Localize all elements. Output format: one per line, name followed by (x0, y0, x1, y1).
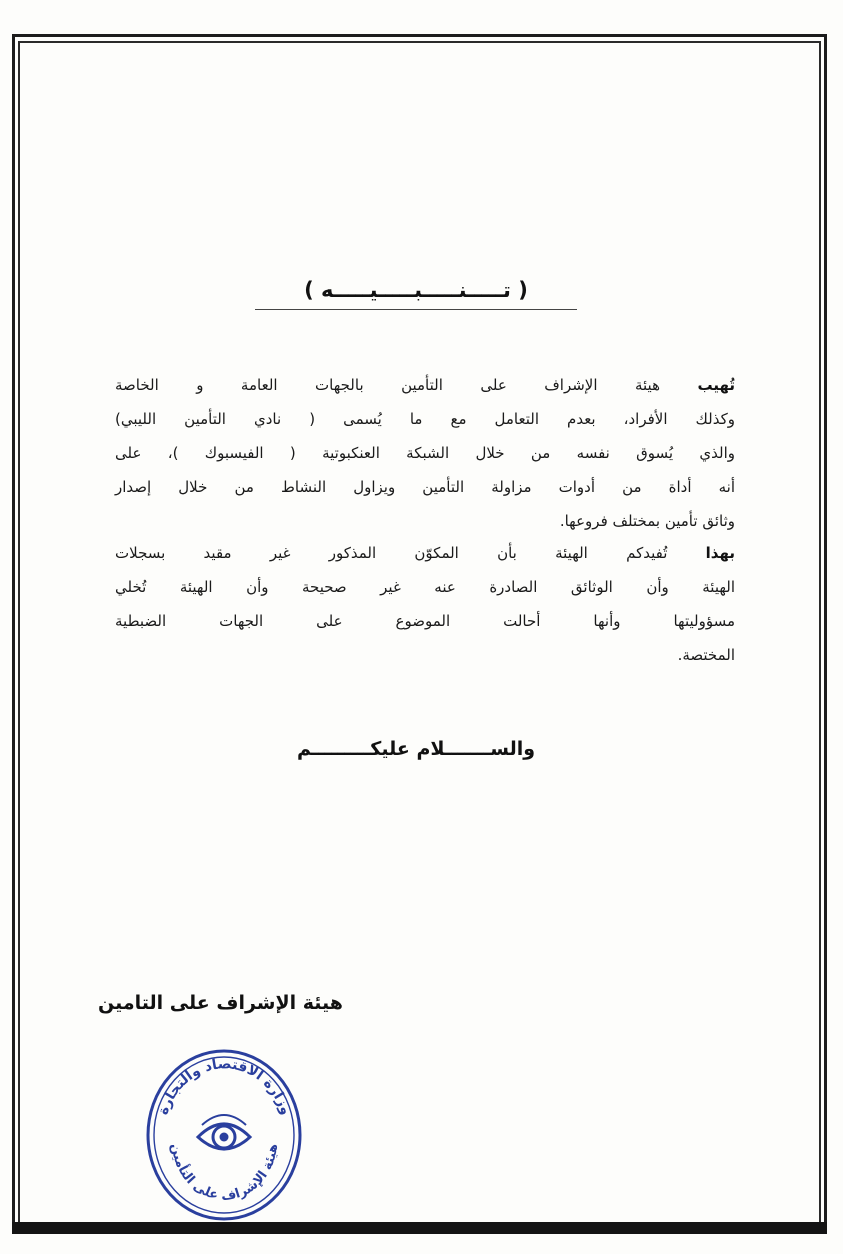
paragraph-line: والذي يُسوق نفسه من خلال الشبكة العنكبوتية ( الفيسبوك )، على (115, 444, 735, 462)
notice-paragraph-2 (115, 536, 735, 672)
lead-word: تُهيب (697, 376, 735, 394)
heading-underline (255, 309, 577, 310)
paragraph-line: مسؤوليتها وأنها أحالت الموضوع على الجهات الضبطية (115, 612, 735, 630)
paragraph-line: بهذا تُفيدكم الهيئة بأن المكوّن المذكور غير مقيد بسجلات (115, 544, 735, 562)
paragraph-line: أنه أداة من أدوات مزاولة التأمين ويزاول النشاط من خلال إصدار (115, 478, 735, 496)
notice-heading: ( تـــــنـــــبـــــيـــــه ) (304, 278, 528, 302)
paragraph-line: وكذلك الأفراد، بعدم التعامل مع ما يُسمى ( نادي التأمين الليبي) (115, 410, 735, 428)
page-border-bottom (12, 1222, 827, 1234)
seal-graphic (142, 1045, 307, 1225)
paragraph-line: المختصة. (677, 646, 735, 664)
paragraph-line: الهيئة وأن الوثائق الصادرة عنه غير صحيحة وأن الهيئة تُخلي (115, 578, 735, 596)
paragraph-line: وثائق تأمين بمختلف فروعها. (559, 512, 735, 530)
closing-greeting: والســـــــلام عليكـــــــــم (296, 738, 536, 760)
lead-word: بهذا (705, 544, 735, 562)
official-seal-icon (142, 1045, 307, 1225)
signature-organization: هيئة الإشراف على التامين (98, 992, 343, 1014)
seal-outer-text: وزارة الاقتصاد والتجارة (155, 1056, 294, 1117)
paragraph-line: تُهيب هيئة الإشراف على التأمين بالجهات العامة و الخاصة (115, 376, 735, 394)
seal-eye-emblem (198, 1115, 250, 1149)
notice-paragraph-1 (115, 368, 735, 538)
seal-inner-text: هيئة الإشراف على التأمين (167, 1142, 282, 1205)
